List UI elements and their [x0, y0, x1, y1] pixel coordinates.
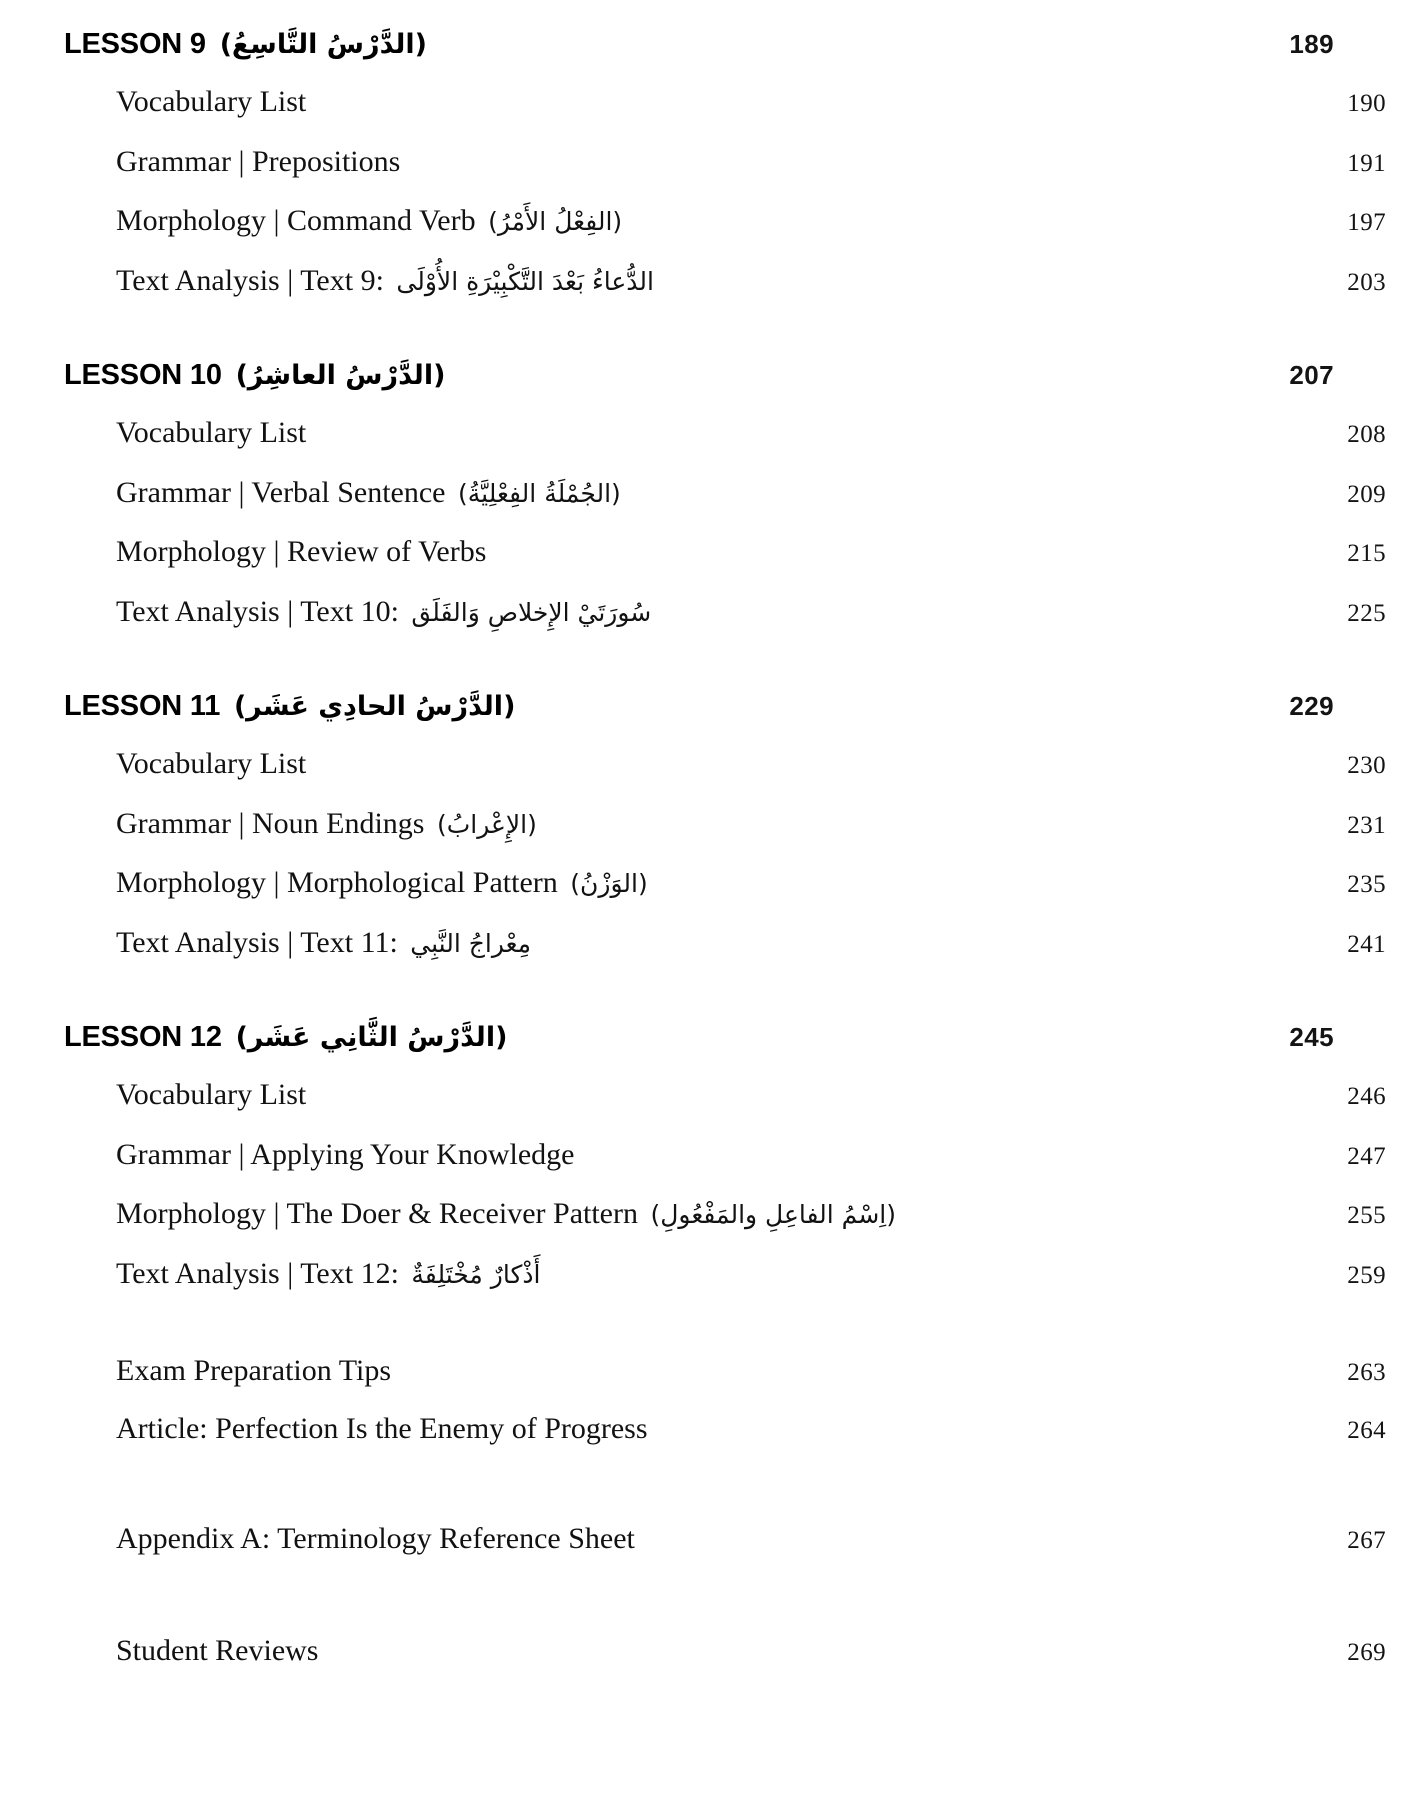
appendix-block — [64, 1521, 1386, 1556]
toc-entry-row[interactable] — [64, 1354, 1386, 1388]
section-spacer — [64, 1448, 1334, 1522]
lesson-heading-row[interactable] — [64, 1021, 1334, 1054]
toc-entry-title — [116, 533, 491, 571]
toc-entry-title — [116, 924, 531, 962]
lesson-block — [64, 28, 1386, 299]
toc-entry-label: Morphology | Review of Verbs — [116, 535, 487, 568]
toc-entry-row[interactable] — [64, 1255, 1386, 1293]
toc-entry-arabic: (الفِعْلُ الأَمْرُ) — [488, 207, 623, 236]
section-spacer — [64, 1292, 1334, 1354]
toc-entry-label: Vocabulary List — [116, 747, 307, 780]
toc-entry-title — [116, 805, 537, 843]
toc-entry-page-number: 197 — [1347, 209, 1386, 236]
lesson-heading-label: LESSON 12 — [64, 1021, 222, 1053]
toc-entry-page-number: 191 — [1347, 149, 1386, 177]
toc-entry-page-number: 259 — [1347, 1261, 1386, 1289]
toc-entry-label: Vocabulary List — [116, 85, 307, 118]
toc-entry-title — [116, 474, 621, 512]
toc-entry-page-number: 269 — [1347, 1638, 1386, 1666]
toc-entry-page-number: 264 — [1347, 1417, 1386, 1444]
toc-entry-row[interactable] — [64, 1410, 1386, 1448]
lesson-heading-label: LESSON 11 — [64, 690, 221, 722]
toc-entry-arabic: (اِسْمُ الفاعِلِ والمَفْعُولِ) — [650, 1200, 896, 1229]
toc-entry-arabic — [400, 148, 405, 177]
toc-entry-page-number: 263 — [1347, 1359, 1386, 1386]
lesson-heading-arabic: (الدَّرْسُ الحادِي عَشَر) — [234, 691, 516, 722]
toc-entry-title — [116, 1255, 540, 1293]
toc-entry-label: Morphology | Morphological Pattern — [116, 866, 558, 899]
lesson-heading-arabic: (الدَّرْسُ العاشِرُ) — [235, 360, 446, 391]
toc-entry-row[interactable] — [64, 262, 1386, 300]
toc-entry-arabic — [574, 1141, 579, 1170]
toc-entry-row[interactable] — [64, 202, 1386, 240]
toc-entry-page-number: 231 — [1347, 811, 1386, 839]
toc-entry-label: Morphology | The Doer & Receiver Pattern — [116, 1197, 638, 1230]
lesson-heading-title — [64, 1021, 507, 1054]
toc-entry-arabic: (الوَزْنُ) — [570, 869, 648, 898]
lesson-block — [64, 359, 1386, 630]
toc-entry-label: Exam Preparation Tips — [116, 1354, 391, 1387]
toc-entry-label: Grammar | Verbal Sentence — [116, 475, 446, 509]
toc-entry-arabic — [486, 538, 491, 567]
toc-entry-title — [116, 745, 311, 783]
toc-entry-arabic: أَذْكارٌ مُخْتَلِفَةٌ — [411, 1259, 541, 1289]
toc-entry-arabic — [306, 1081, 311, 1110]
toc-entry-page-number: 267 — [1347, 1526, 1386, 1554]
toc-entry-page-number: 230 — [1347, 752, 1386, 779]
toc-entry-arabic: (الجُمْلَةُ الفِعْلِيَّةُ) — [458, 478, 621, 508]
toc-entry-row[interactable] — [64, 593, 1386, 631]
toc-entry-arabic: سُورَتَيْ الإِخلاصِ وَالفَلَق — [411, 597, 652, 627]
back-matter-block — [64, 1354, 1386, 1448]
lesson-heading-row[interactable] — [64, 690, 1334, 723]
toc-entry-page-number: 246 — [1347, 1083, 1386, 1110]
toc-entry-title — [116, 1195, 896, 1233]
toc-entry-title — [116, 414, 311, 452]
section-spacer — [64, 1556, 1334, 1634]
lesson-heading-row[interactable] — [64, 28, 1334, 61]
toc-entry-arabic — [306, 419, 311, 448]
toc-entry-label: Morphology | Command Verb — [116, 204, 476, 237]
toc-entry-arabic: مِعْراجُ النَّبِي — [410, 928, 532, 958]
toc-entry-row[interactable] — [64, 805, 1386, 843]
toc-entry-label: Grammar | Applying Your Knowledge — [116, 1137, 575, 1171]
toc-entry-row[interactable] — [64, 1634, 1386, 1668]
lesson-page-number: 245 — [1289, 1022, 1334, 1052]
toc-entry-page-number: 255 — [1347, 1202, 1386, 1229]
toc-entry-title — [116, 864, 648, 902]
toc-entry-row[interactable] — [64, 1136, 1386, 1174]
lesson-page-number: 207 — [1289, 360, 1334, 390]
toc-entry-page-number: 225 — [1347, 599, 1386, 627]
lesson-heading-title — [64, 359, 445, 392]
lesson-heading-arabic: (الدَّرْسُ الثَّانِي عَشَر) — [235, 1022, 508, 1053]
toc-entry-title — [116, 1136, 579, 1174]
toc-entry-row[interactable] — [64, 1522, 1386, 1556]
toc-entry-arabic — [306, 88, 311, 117]
lesson-block — [64, 690, 1386, 961]
toc-entry-title — [116, 1076, 311, 1114]
section-spacer — [64, 299, 1334, 359]
toc-entry-label: Vocabulary List — [116, 1078, 307, 1111]
toc-entry-label: Text Analysis | Text 10: — [116, 594, 399, 628]
lesson-heading-title — [64, 28, 427, 61]
toc-entry-label: Text Analysis | Text 12: — [116, 1256, 399, 1290]
lesson-heading-row[interactable] — [64, 359, 1334, 392]
reviews-block — [64, 1633, 1386, 1668]
toc-entry-title — [116, 83, 311, 121]
toc-entry-row[interactable] — [64, 864, 1386, 902]
toc-entry-label: Text Analysis | Text 11: — [116, 925, 398, 959]
toc-entry-page-number: 190 — [1347, 90, 1386, 117]
section-spacer — [64, 961, 1334, 1021]
toc-entry-row[interactable] — [64, 1195, 1386, 1233]
toc-entry-page-number: 247 — [1347, 1142, 1386, 1170]
toc-entry-title — [116, 593, 651, 631]
toc-entry-title — [116, 262, 654, 300]
lesson-heading-arabic: (الدَّرْسُ التَّاسِعُ) — [219, 29, 427, 60]
toc-entry-label: Grammar | Prepositions — [116, 144, 401, 178]
lesson-block — [64, 1021, 1386, 1292]
toc-entry-row[interactable] — [64, 1076, 1386, 1114]
toc-entry-page-number: 208 — [1347, 421, 1386, 448]
toc-entry-row[interactable] — [64, 533, 1386, 571]
toc-entry-arabic: الدُّعاءُ بَعْدَ التَّكْبِيْرَةِ الأُوْلَى — [396, 266, 654, 296]
toc-entry-row[interactable] — [64, 474, 1386, 512]
toc-entry-label: Grammar | Noun Endings — [116, 806, 425, 840]
toc-entry-row[interactable] — [64, 414, 1386, 452]
toc-entry-page-number: 209 — [1347, 480, 1386, 508]
toc-entry-arabic — [306, 750, 311, 779]
lesson-heading-label: LESSON 10 — [64, 359, 222, 391]
toc-entry-label: Vocabulary List — [116, 416, 307, 449]
toc-entry-label: Article: Perfection Is the Enemy of Progress — [116, 1412, 648, 1445]
lesson-page-number: 189 — [1289, 29, 1334, 59]
toc-entry-title — [116, 143, 405, 181]
toc-entry-title — [116, 202, 622, 240]
toc-entry-label: Appendix A: Terminology Reference Sheet — [116, 1521, 635, 1555]
toc-entry-page-number: 203 — [1347, 268, 1386, 296]
toc-entry-page-number: 241 — [1347, 930, 1386, 958]
lesson-heading-title — [64, 690, 515, 723]
toc-entry-row[interactable] — [64, 143, 1386, 181]
toc-entry-row[interactable] — [64, 745, 1386, 783]
toc-entry-row[interactable] — [64, 83, 1386, 121]
toc-entry-page-number: 235 — [1347, 871, 1386, 898]
toc-entry-row[interactable] — [64, 924, 1386, 962]
toc-entry-page-number: 215 — [1347, 540, 1386, 567]
section-spacer — [64, 630, 1334, 690]
lesson-page-number: 229 — [1289, 691, 1334, 721]
toc-entry-label: Student Reviews — [116, 1633, 319, 1667]
lesson-heading-label: LESSON 9 — [64, 28, 206, 60]
toc-entry-label: Text Analysis | Text 9: — [116, 263, 384, 297]
toc-entry-arabic: (الإِعْرابُ) — [436, 809, 537, 839]
